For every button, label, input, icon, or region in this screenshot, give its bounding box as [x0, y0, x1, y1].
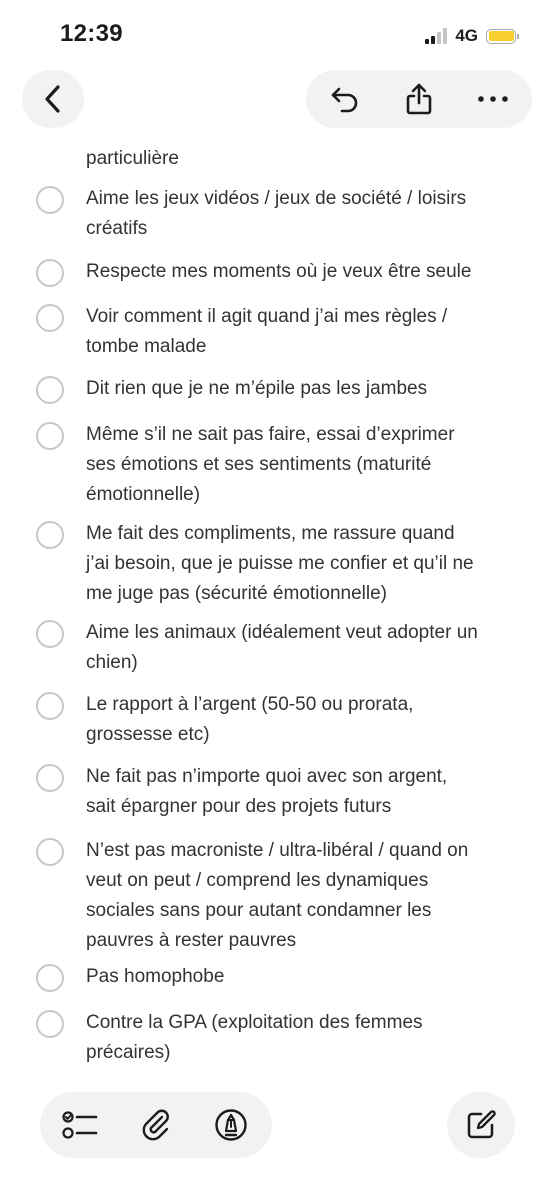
- ellipsis-icon: [477, 95, 509, 103]
- checklist-item-text[interactable]: [86, 962, 516, 992]
- checklist-item[interactable]: [36, 304, 536, 362]
- bottom-toolbar: [0, 1092, 554, 1158]
- paperclip-icon: [141, 1108, 171, 1142]
- checklist-item-line: sait épargner pour des projets futurs: [86, 796, 392, 817]
- checklist-item[interactable]: [36, 259, 536, 287]
- checklist-item-text[interactable]: [86, 420, 516, 510]
- undo-button[interactable]: [308, 70, 382, 128]
- checklist-item-text[interactable]: [86, 836, 516, 956]
- bottom-tools-group: [40, 1092, 272, 1158]
- network-type: 4G: [455, 26, 478, 45]
- checklist-item[interactable]: [36, 964, 536, 992]
- compose-button[interactable]: [448, 1092, 514, 1158]
- checklist-item-text[interactable]: [86, 519, 516, 609]
- battery-icon: [486, 29, 516, 44]
- checklist-item-text[interactable]: [86, 618, 516, 678]
- checklist-item-text[interactable]: [86, 302, 516, 362]
- checklist-item-line: Même s’il ne sait pas faire, essai d’exprimer: [86, 424, 455, 445]
- share-button[interactable]: [382, 70, 456, 128]
- status-bar: [0, 0, 554, 70]
- checklist-item-text[interactable]: [86, 690, 516, 750]
- note-text-fragment[interactable]: particulière: [86, 148, 179, 169]
- attachment-button[interactable]: [123, 1092, 189, 1158]
- checklist-item-line: pauvres à rester pauvres: [86, 930, 297, 951]
- checklist-checkbox[interactable]: [36, 964, 64, 992]
- checklist-checkbox[interactable]: [36, 1010, 64, 1038]
- checklist-item-line: grossesse etc): [86, 724, 210, 745]
- checklist-item-line: veut on peut / comprend les dynamiques: [86, 870, 429, 891]
- checklist-item[interactable]: [36, 1010, 536, 1068]
- compose-button-container: [447, 1092, 515, 1158]
- checklist-item-line: N’est pas macroniste / ultra-libéral / quand on: [86, 840, 469, 861]
- checklist-button[interactable]: [48, 1092, 114, 1158]
- checklist-checkbox[interactable]: [36, 376, 64, 404]
- checklist-item-line: Ne fait pas n’importe quoi avec son argent,: [86, 766, 448, 787]
- checklist-icon: [62, 1109, 100, 1141]
- checklist-checkbox[interactable]: [36, 304, 64, 332]
- checklist-checkbox[interactable]: [36, 186, 64, 214]
- checklist-item[interactable]: [36, 692, 536, 750]
- checklist-item-line: Respecte mes moments où je veux être seule: [86, 261, 472, 282]
- checklist-item-line: me juge pas (sécurité émotionnelle): [86, 583, 387, 604]
- checklist-item-line: créatifs: [86, 218, 148, 239]
- checklist-item[interactable]: [36, 376, 536, 404]
- checklist-item-line: Pas homophobe: [86, 966, 225, 987]
- note-actions-group: [306, 70, 532, 128]
- status-indicators: [425, 26, 516, 46]
- checklist-item-line: Dit rien que je ne m’épile pas les jambes: [86, 378, 428, 399]
- checklist-item-line: Aime les animaux (idéalement veut adopter un: [86, 622, 478, 643]
- checklist-item[interactable]: [36, 838, 536, 956]
- notes-toolbar: [0, 70, 554, 130]
- more-button[interactable]: [456, 70, 530, 128]
- checklist-item-line: Aime les jeux vidéos / jeux de société / loisirs: [86, 188, 467, 209]
- checklist-checkbox[interactable]: [36, 838, 64, 866]
- markup-button[interactable]: [198, 1092, 264, 1158]
- checklist-item-line: ses émotions et ses sentiments (maturité: [86, 454, 432, 475]
- cellular-signal-icon: [425, 28, 447, 44]
- checklist-item[interactable]: [36, 422, 536, 510]
- checklist-item-line: émotionnelle): [86, 484, 201, 505]
- checklist-item-text[interactable]: [86, 257, 516, 287]
- checklist-item-line: j’ai besoin, que je puisse me confier et qu’il ne: [86, 553, 474, 574]
- markup-pen-icon: [214, 1108, 248, 1142]
- checklist-item-line: précaires): [86, 1042, 171, 1063]
- compose-icon: [465, 1109, 497, 1141]
- undo-icon: [329, 84, 361, 114]
- checklist-item[interactable]: [36, 764, 536, 822]
- checklist-item-line: sociales sans pour autant condamner les: [86, 900, 432, 921]
- checklist-item[interactable]: [36, 521, 536, 609]
- checklist-item-line: Me fait des compliments, me rassure quand: [86, 523, 455, 544]
- checklist-item-line: Voir comment il agit quand j’ai mes règles /: [86, 306, 448, 327]
- checklist-item-text[interactable]: [86, 374, 516, 404]
- checklist-item[interactable]: [36, 186, 536, 244]
- checklist-item[interactable]: [36, 620, 536, 678]
- checklist-item-line: chien): [86, 652, 138, 673]
- back-button-container: [22, 70, 84, 128]
- checklist-item-text[interactable]: [86, 1008, 516, 1068]
- checklist-item-line: Contre la GPA (exploitation des femmes: [86, 1012, 423, 1033]
- checklist-item-text[interactable]: [86, 762, 516, 822]
- checklist-item-text[interactable]: [86, 184, 516, 244]
- back-button[interactable]: [24, 70, 82, 128]
- checklist-checkbox[interactable]: [36, 620, 64, 648]
- checklist-checkbox[interactable]: [36, 692, 64, 720]
- share-icon: [404, 82, 434, 116]
- chevron-left-icon: [42, 84, 64, 114]
- checklist-item-line: tombe malade: [86, 336, 207, 357]
- checklist-checkbox[interactable]: [36, 521, 64, 549]
- checklist-checkbox[interactable]: [36, 259, 64, 287]
- checklist-checkbox[interactable]: [36, 764, 64, 792]
- checklist-item-line: Le rapport à l’argent (50-50 ou prorata,: [86, 694, 414, 715]
- status-time: 12:39: [60, 20, 123, 47]
- checklist-checkbox[interactable]: [36, 422, 64, 450]
